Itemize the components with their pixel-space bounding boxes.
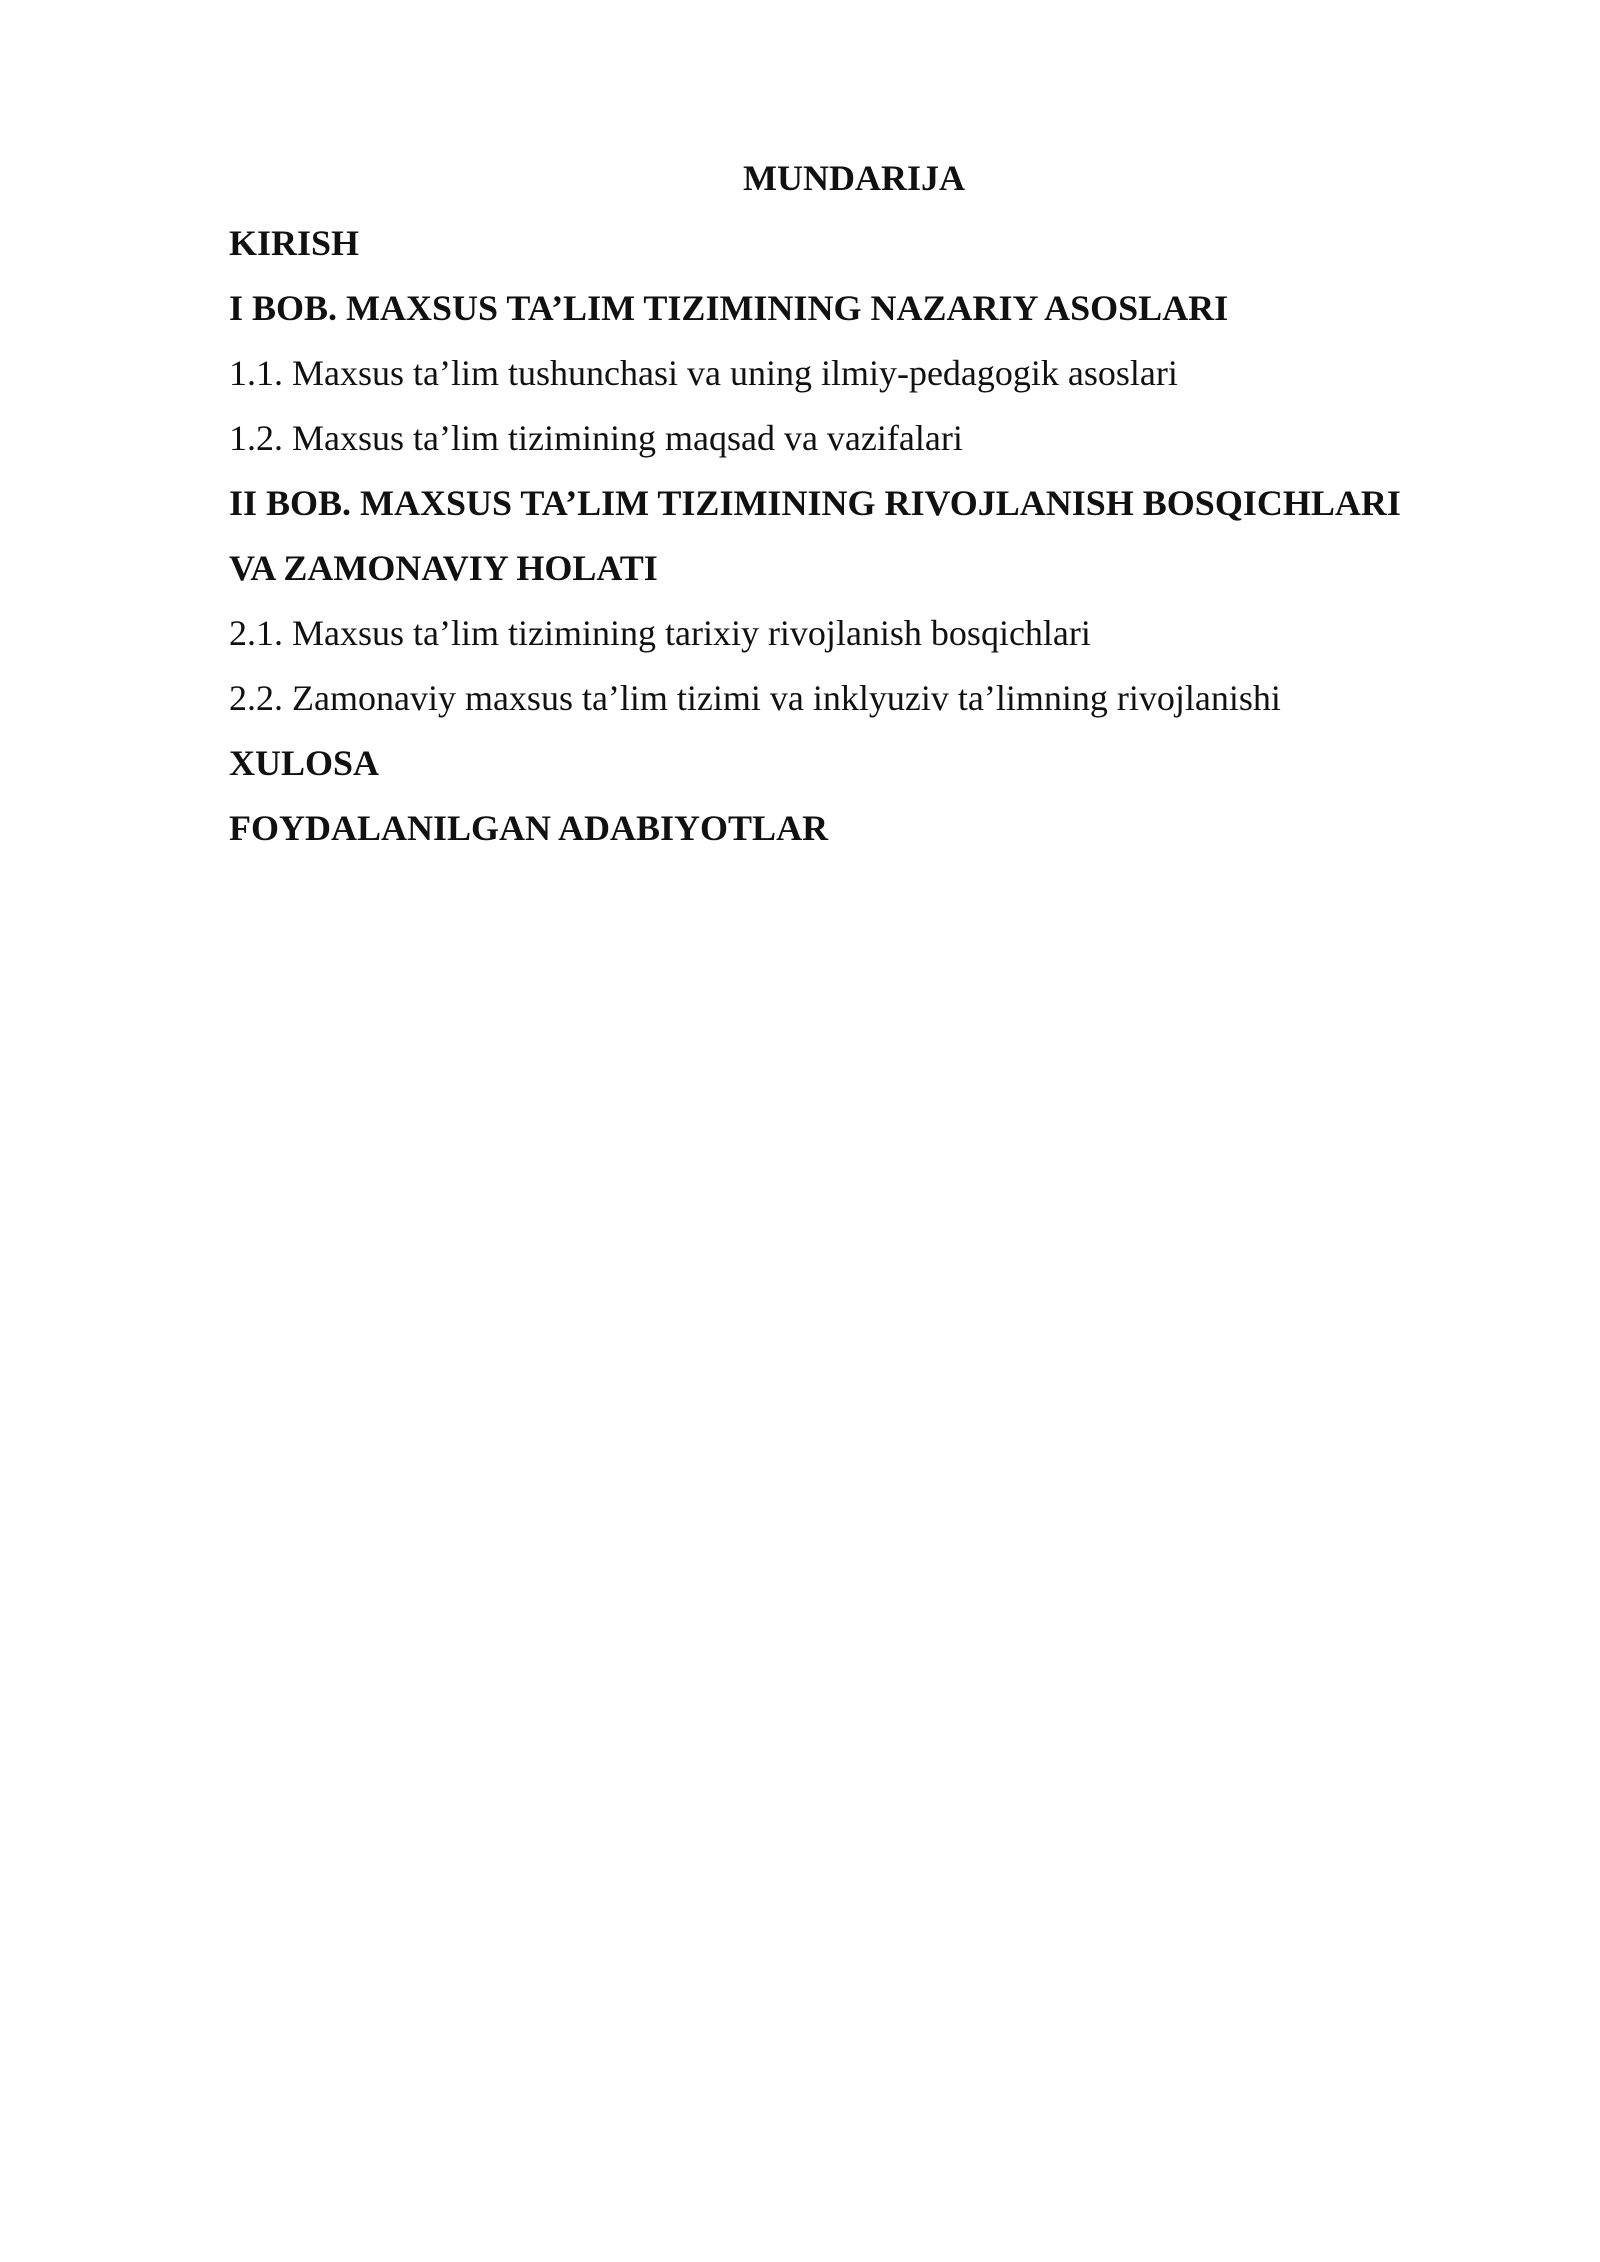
toc-entry-introduction: KIRISH	[229, 223, 360, 263]
table-of-contents	[229, 146, 1479, 861]
toc-entry-section-1-2: 1.2. Maxsus ta’lim tizimining maqsad va vazifalari	[229, 418, 963, 458]
toc-entry-chapter-2-continued: VA ZAMONAVIY HOLATI	[229, 548, 658, 588]
toc-entry-section-2-2: 2.2. Zamonaviy maxsus ta’lim tizimi va inklyuziv ta’limning rivojlanishi	[229, 678, 1281, 718]
toc-entry-chapter-2: II BOB. MAXSUS TA’LIM TIZIMINING RIVOJLANISH BOSQICHLARI	[229, 483, 1401, 523]
toc-entry-conclusion: XULOSA	[229, 743, 380, 783]
page-title: MUNDARIJA	[743, 158, 965, 198]
toc-entry-chapter-1: I BOB. MAXSUS TA’LIM TIZIMINING NAZARIY ASOSLARI	[229, 288, 1229, 328]
toc-entry-section-2-1: 2.1. Maxsus ta’lim tizimining tarixiy rivojlanish bosqichlari	[229, 613, 1091, 653]
toc-entry-section-1-1: 1.1. Maxsus ta’lim tushunchasi va uning ilmiy-pedagogik asoslari	[229, 353, 1178, 393]
toc-entry-references: FOYDALANILGAN ADABIYOTLAR	[229, 808, 829, 848]
